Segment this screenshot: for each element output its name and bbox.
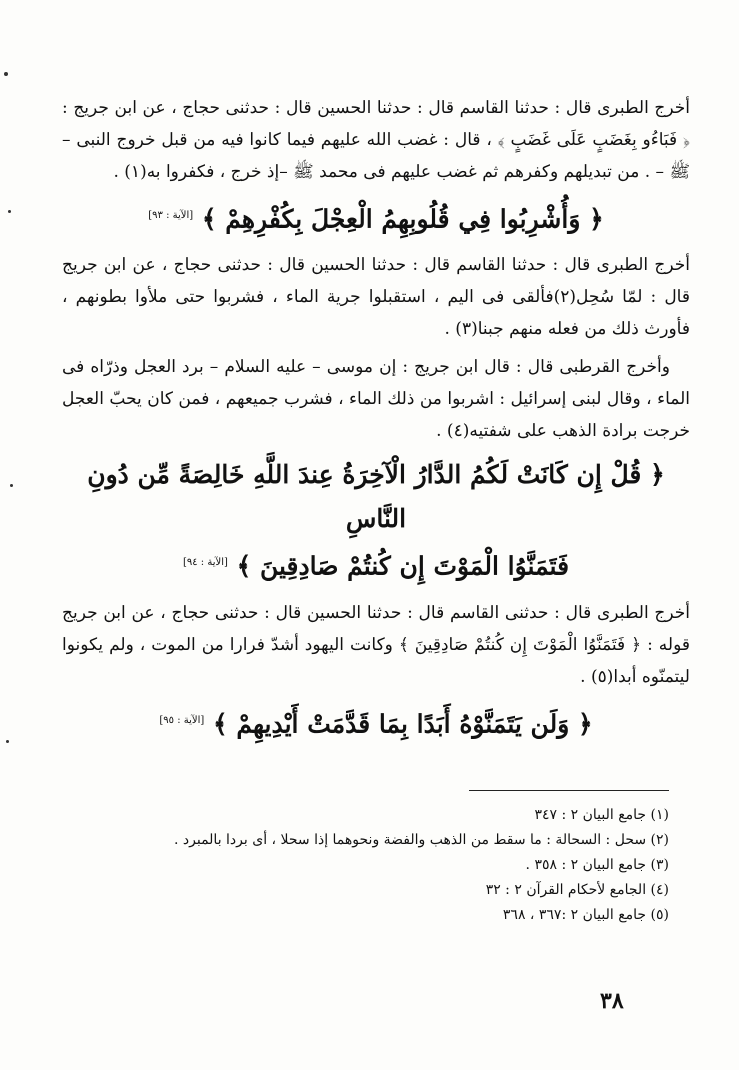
verse-reference: [الآية : ٩٣]	[148, 210, 194, 221]
verse-reference: [الآية : ٩٥]	[159, 714, 205, 726]
scan-speck	[4, 72, 8, 76]
scan-speck	[10, 484, 13, 487]
paragraph-tabari-2: أخرج الطبرى قال : حدثنا القاسم قال : حدثنا الحسين قال : حدثنى حجاج ، عن ابن جريج قال : لمّا سُحِل(٢)فألقى فى اليم ، استقبلوا جرية الماء ، فشربوا حتى ملأوا بطونهم ، فأورث ذلك من فعله منهم جبنا(٣) .	[62, 255, 690, 340]
paragraph-tabari-1: أخرج الطبرى قال : حدثنا القاسم قال : حدثنا الحسين قال : حدثنى حجاج ، عن ابن جريج :﴿ فَبَاءُو بِغَضَبٍ عَلَى غَضَبٍ ﴾ ، قال : غضب الله عليهم فيما كانوا فيه من قبل خروج النبى – ﷺ – . من تبديلهم وكفرهم ثم غضب عليهم فى محمد ﷺ –إذ خرج ، فكفروا به(١) .	[62, 98, 690, 182]
scan-speck	[6, 740, 9, 743]
verse-reference: [الآية : ٩٤]	[182, 557, 228, 569]
paragraph-tabari-3: أخرج الطبرى قال : حدثنى القاسم قال : حدثنا الحسين قال : حدثنى حجاج ، عن ابن جريج قوله : ﴿ فَتَمَنَّوُا الْمَوْتَ إِن كُنتُمْ صَادِقِينَ ﴾ وكانت اليهود أشدّ فرارا من الموت ، ولم يكونوا ليتمنّوه أبدا(٥) .	[62, 602, 690, 687]
quran-verse-93	[62, 194, 690, 241]
footnotes	[69, 790, 669, 928]
footnote-2: (٢) سحل : السحالة : ما سقط من الذهب والفضة ونحوهما إذا سحلا ، أى بردا بالمبرد .	[173, 832, 669, 848]
footnote-divider	[469, 790, 669, 791]
verse-line-1: ﴿ قُلْ إِن كَانَتْ لَكُمُ الدَّارُ الْآخِرَةُ عِندَ اللَّهِ خَالِصَةً مِّن دُونِ النَّاسِ	[87, 460, 665, 534]
page-body	[62, 92, 690, 754]
footnote-3: (٣) جامع البيان ٢ : ٣٥٨ .	[525, 857, 669, 873]
footnote-1: (١) جامع البيان ٢ : ٣٤٧	[534, 807, 669, 823]
verse-text: ﴿ وَلَن يَتَمَنَّوْهُ أَبَدًا بِمَا قَدَّمَتْ أَيْدِيهِمْ ﴾	[213, 708, 593, 738]
quran-verse-94	[62, 453, 690, 588]
quran-verse-95	[62, 699, 690, 746]
verse-line-2: فَتَمَنَّوُا الْمَوْتَ إِن كُنتُمْ صَادِقِينَ ﴾	[236, 551, 570, 581]
footnote-5: (٥) جامع البيان ٢ :٣٦٧ ، ٣٦٨	[502, 907, 669, 923]
paragraph-qurtubi: وأخرج القرطبى قال : قال ابن جريج : إن موسى – عليه السلام – برد العجل وذرّاه فى الماء ، وقال لبنى إسرائيل : اشربوا من ذلك الماء ، فشرب جميعهم ، فمن كان يحبّ العجل خرجت برادة الذهب على شفتيه(٤) .	[62, 357, 690, 442]
page-number: ٣٨	[600, 988, 624, 1014]
scan-speck	[8, 210, 11, 213]
verse-text: ﴿ وَأُشْرِبُوا فِي قُلُوبِهِمُ الْعِجْلَ بِكُفْرِهِمْ ﴾	[201, 204, 604, 234]
footnote-4: (٤) الجامع لأحكام القرآن ٢ : ٣٢	[485, 882, 669, 898]
